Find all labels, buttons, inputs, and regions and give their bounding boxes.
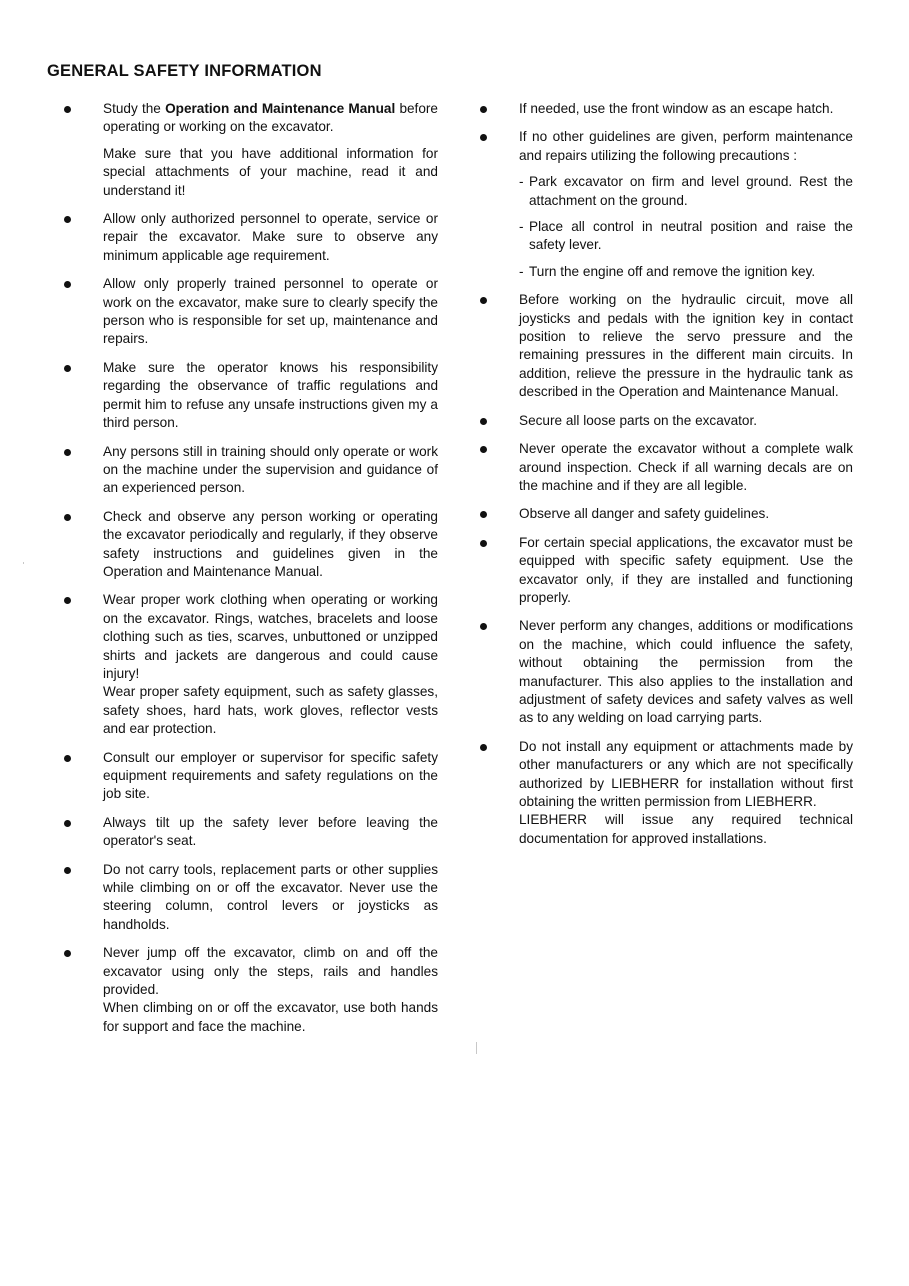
bullet-icon <box>480 418 487 425</box>
scan-mark <box>476 1042 477 1054</box>
bullet-icon <box>64 514 71 521</box>
item-text: Always tilt up the safety lever before leaving the operator's seat. <box>103 814 438 849</box>
list-item <box>476 100 853 118</box>
dash-icon: - <box>519 174 524 190</box>
list-item <box>60 508 438 582</box>
item-extra-text: LIEBHERR will issue any required technical documentation for approved installations. <box>519 812 853 846</box>
list-item <box>60 861 438 935</box>
bullet-icon <box>64 867 71 874</box>
item-text: Allow only authorized personnel to operate, service or repair the excavator. Make sure to observe any minimum applicable age requirement. <box>103 211 438 263</box>
list-item <box>60 749 438 804</box>
list-item <box>60 814 438 851</box>
item-text: Before working on the hydraulic circuit, move all joysticks and pedals with the ignition key in contact position to relieve the servo pressure and the remaining pressures in the different main circuits. In addition, relieve the pressure in the hydraulic tank as described in the Operation and Maintenance Manual. <box>519 292 853 400</box>
list-item <box>476 534 853 608</box>
list-item <box>60 275 438 349</box>
bullet-icon <box>64 281 71 288</box>
dash-icon: - <box>519 219 524 235</box>
bullet-icon <box>64 106 71 113</box>
item-text: Wear proper work clothing when operating or working on the excavator. Rings, watches, bracelets and loose clothing such as ties, scarves, unbuttoned or unzipped shirts and jackets are dangerous and could cause injury! <box>103 592 438 681</box>
item-text: Check and observe any person working or operating the excavator periodically and regularly, if they observe safety instructions and guidelines given in the Operation and Maintenance Manual. <box>103 508 438 579</box>
sub-item-text: Turn the engine off and remove the ignition key. <box>529 263 816 279</box>
list-item <box>476 412 853 430</box>
list-item <box>476 617 853 727</box>
list-item <box>60 591 438 738</box>
bullet-icon <box>480 134 487 141</box>
right-column <box>476 100 853 858</box>
list-item <box>60 944 438 1036</box>
item-text: Secure all loose parts on the excavator. <box>519 412 758 428</box>
item-text: Observe all danger and safety guidelines. <box>519 506 770 522</box>
item-text: Never perform any changes, additions or modifications on the machine, which could influence the safety, without obtaining the permission from the manufacturer. This also applies to the installation and adjustment of safety devices and safety valves as well as to any welding on load carrying parts. <box>519 618 853 726</box>
item-text: Consult our employer or supervisor for specific safety equipment requirements and safety regulations on the job site. <box>103 749 438 802</box>
item-text: Allow only properly trained personnel to operate or work on the excavator, make sure to clearly specify the person who is responsible for set up, maintenance and repairs. <box>103 276 438 347</box>
bullet-icon <box>480 446 487 453</box>
bullet-icon <box>480 744 487 751</box>
item-text: Any persons still in training should only operate or work on the machine under the supervision and guidance of an experienced person. <box>103 443 438 496</box>
item-text: Never operate the excavator without a complete walk around inspection. Check if all warning decals are on the machine and if they are all legible. <box>519 441 853 493</box>
item-text: Make sure the operator knows his responsibility regarding the observance of traffic regulations and permit him to refuse any unsafe instructions given my a third person. <box>103 359 438 431</box>
item-text: Do not carry tools, replacement parts or other supplies while climbing on or off the excavator. Never use the steering column, control levers or joysticks as handholds. <box>103 861 438 932</box>
bullet-icon <box>64 449 71 456</box>
list-item <box>476 128 853 281</box>
sub-item <box>519 263 853 281</box>
list-item <box>60 443 438 498</box>
item-text: Do not install any equipment or attachments made by other manufacturers or any which are not specifically authorized by LIEBHERR for installation without first obtaining the written permission from LIEBHERR. <box>519 738 853 809</box>
item-text: If needed, use the front window as an escape hatch. <box>519 101 834 116</box>
item-text: Never jump off the excavator, climb on and off the excavator using only the steps, rails and handles provided. <box>103 945 438 998</box>
list-item <box>476 440 853 495</box>
item-text: Study the Operation and Maintenance Manual before operating or working on the excavator. <box>103 101 438 135</box>
page-title: GENERAL SAFETY INFORMATION <box>47 62 322 80</box>
list-item <box>476 291 853 401</box>
list-item <box>60 210 438 265</box>
bullet-icon <box>480 106 487 113</box>
list-item <box>60 359 438 433</box>
bullet-icon <box>64 597 71 604</box>
left-column <box>60 100 438 1046</box>
sub-item-text: Park excavator on firm and level ground. Rest the attachment on the ground. <box>529 174 853 208</box>
bullet-icon <box>64 755 71 762</box>
bullet-icon <box>480 540 487 547</box>
bullet-icon <box>64 216 71 223</box>
list-item <box>476 505 853 523</box>
bullet-icon <box>64 950 71 957</box>
item-extra-text: Make sure that you have additional information for special attachments of your machine, read it and understand it! <box>103 145 438 198</box>
sub-item <box>519 218 853 255</box>
bullet-icon <box>64 365 71 372</box>
item-text: If no other guidelines are given, perform maintenance and repairs utilizing the following precautions : <box>519 129 853 163</box>
item-text: For certain special applications, the excavator must be equipped with specific safety equipment. Use the excavator only, if they are installed and functioning properly. <box>519 534 853 605</box>
list-item <box>60 100 438 200</box>
item-extra-text: Wear proper safety equipment, such as safety glasses, safety shoes, hard hats, work gloves, reflector vests and ear protection. <box>103 684 438 737</box>
scan-mark <box>23 562 24 564</box>
item-extra-text: When climbing on or off the excavator, use both hands for support and face the machine. <box>103 1000 438 1034</box>
sub-item <box>519 173 853 210</box>
bullet-icon <box>480 297 487 304</box>
bullet-icon <box>480 623 487 630</box>
bullet-icon <box>64 820 71 827</box>
dash-icon: - <box>519 263 524 279</box>
list-item <box>476 738 853 848</box>
bullet-icon <box>480 511 487 518</box>
sub-item-text: Place all control in neutral position and raise the safety lever. <box>529 219 853 253</box>
